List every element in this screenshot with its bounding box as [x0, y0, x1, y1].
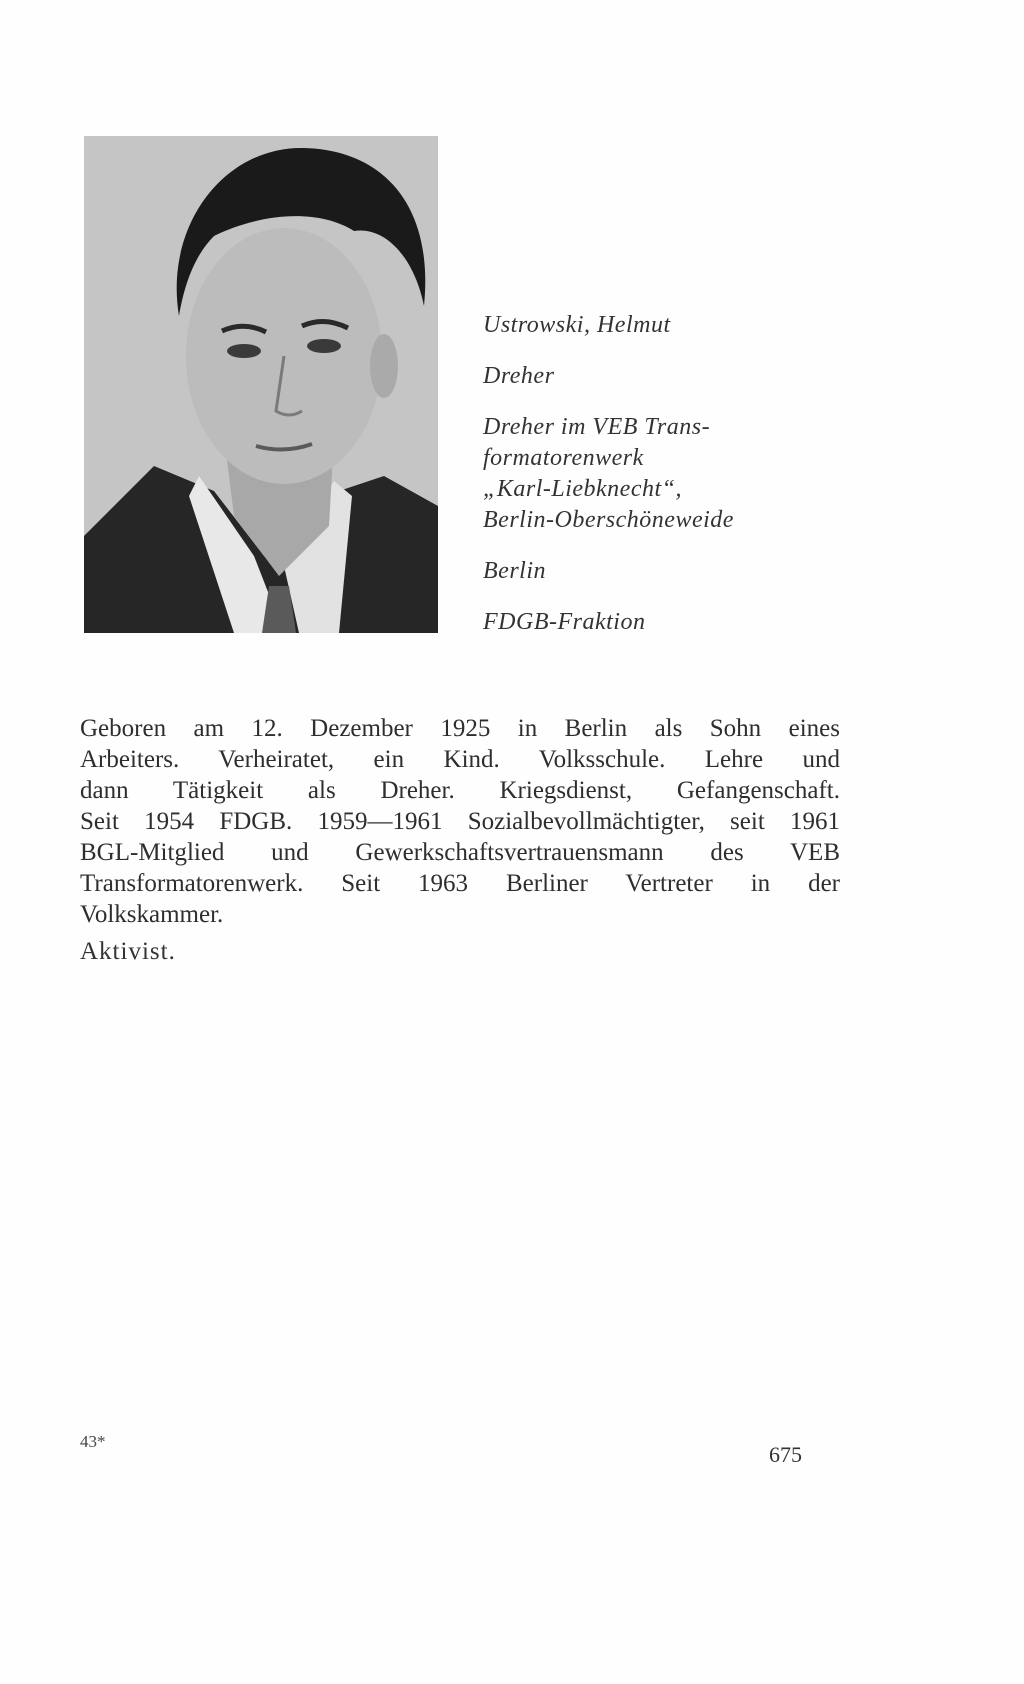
person-info — [483, 310, 903, 638]
workplace-line: formatorenwerk — [483, 445, 644, 471]
biography-line: BGL-Mitglied und Gewerkschaftsvertrauensmann des VEB — [80, 839, 840, 866]
person-district: Berlin — [483, 558, 546, 584]
person-faction: FDGB-Fraktion — [483, 609, 646, 635]
workplace-line: Dreher im VEB Trans- — [483, 414, 711, 440]
biography-line: Volkskammer. — [80, 901, 224, 928]
workplace-line: „Karl-Liebknecht“, — [483, 476, 682, 502]
award-text: Aktivist. — [80, 938, 176, 965]
biography-line: Transformatorenwerk. Seit 1963 Berliner Vertreter in der — [80, 870, 840, 897]
page-number: 675 — [769, 1442, 802, 1467]
signature-mark: 43* — [80, 1432, 106, 1451]
biography-line: dann Tätigkeit als Dreher. Kriegsdienst, Gefangenschaft. — [80, 777, 840, 804]
person-name: Ustrowski, Helmut — [483, 312, 671, 338]
biography-line: Seit 1954 FDGB. 1959—1961 Sozialbevollmächtigter, seit 1961 — [80, 808, 840, 835]
workplace-line: Berlin-Oberschöneweide — [483, 507, 734, 533]
person-profession: Dreher — [483, 363, 555, 389]
biography-paragraph — [80, 713, 840, 930]
biography-line: Geboren am 12. Dezember 1925 in Berlin als Sohn eines — [80, 715, 840, 742]
portrait-illustration — [84, 136, 438, 633]
person-workplace — [483, 412, 903, 536]
biography-line: Arbeiters. Verheiratet, ein Kind. Volksschule. Lehre und — [80, 746, 840, 773]
portrait-photo — [84, 136, 438, 633]
